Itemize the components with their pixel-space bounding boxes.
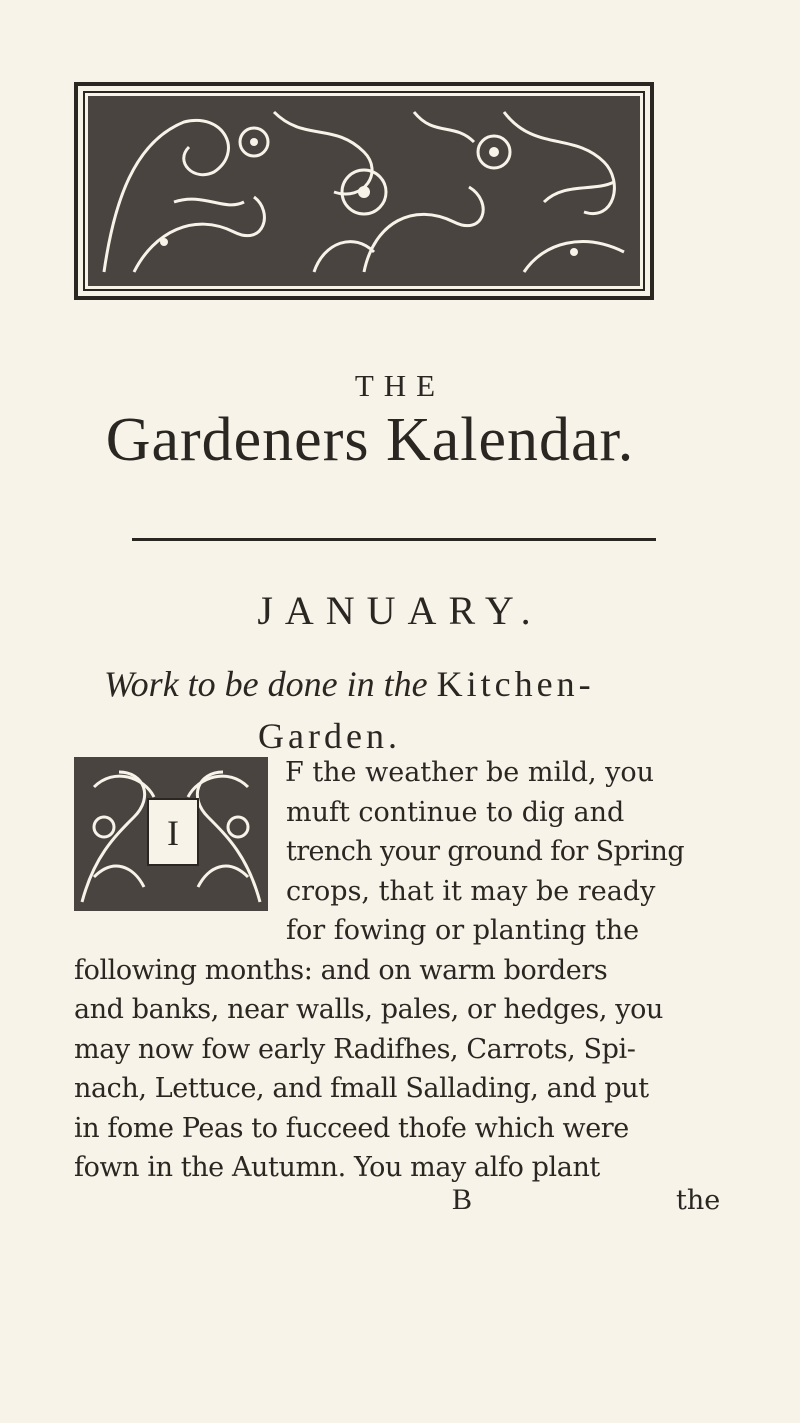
- body-line: fown in the Autumn. You may alfo plant: [74, 1152, 600, 1183]
- body-line: following months: and on warm borders: [74, 955, 608, 986]
- section-subtitle: [104, 658, 704, 762]
- dropcap-letter: I: [167, 813, 179, 853]
- subtitle-garden: Garden.: [258, 716, 401, 756]
- body-line: and banks, near walls, pales, or hedges, you: [74, 994, 663, 1025]
- ornamental-headpiece: [74, 82, 654, 300]
- body-line: nach, Lettuce, and fmall Sallading, and put: [74, 1073, 649, 1104]
- catchword: the: [676, 1185, 721, 1216]
- title-rule: [132, 538, 656, 541]
- body-line: F the weather be mild, you: [285, 757, 655, 788]
- body-line: may now fow early Radifhes, Carrots, Spi-: [74, 1034, 636, 1065]
- body-line: in fome Peas to fucceed thofe which were: [74, 1113, 629, 1144]
- subtitle-kitchen: Kitchen-: [436, 664, 595, 704]
- page-title: Gardeners Kalendar.: [105, 406, 635, 474]
- subtitle-italic: Work to be done in the: [104, 664, 428, 704]
- signature-mark: B: [452, 1183, 473, 1216]
- body-line: crops, that it may be ready: [286, 876, 656, 907]
- decorative-dropcap: [74, 757, 268, 911]
- body-line: muft continue to dig and: [286, 797, 625, 828]
- month-heading: JANUARY.: [257, 588, 543, 633]
- body-line: trench your ground for Spring: [286, 836, 685, 867]
- title-the: THE: [354, 368, 446, 403]
- body-line: for fowing or planting the: [286, 915, 640, 946]
